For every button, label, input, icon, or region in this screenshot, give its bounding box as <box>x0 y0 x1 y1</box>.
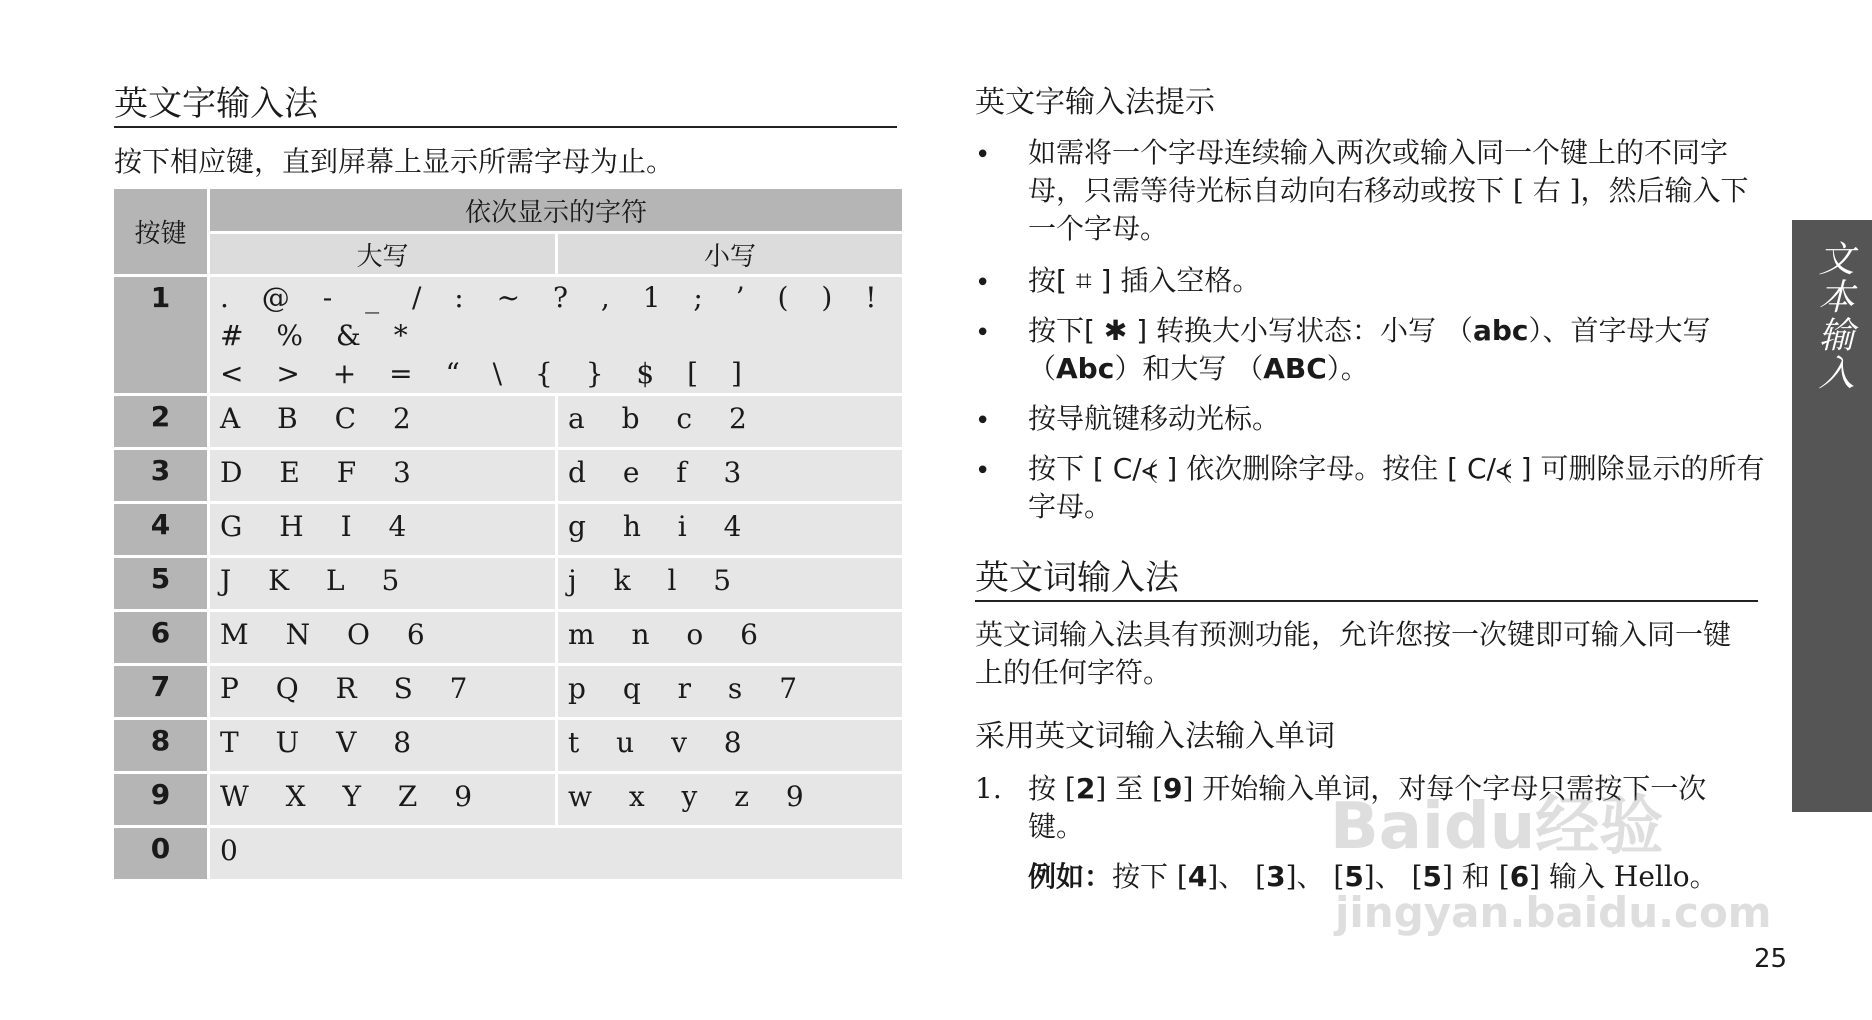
upper-cell: T U V 8 <box>210 720 555 771</box>
key-label: 4 <box>1187 860 1208 893</box>
key-label: 3 <box>1266 860 1286 893</box>
lower-cell: a b c 2 <box>558 396 902 447</box>
key-cell: 0 <box>114 828 207 879</box>
lower-cell: m n o 6 <box>558 612 902 663</box>
chars-line: < > + = “ \ { } $ [ ] <box>220 357 754 390</box>
table-row <box>114 774 902 825</box>
upper-cell: G H I 4 <box>210 504 555 555</box>
side-tab-label: 文本输入 <box>1813 240 1854 392</box>
table-row <box>114 504 902 555</box>
upper-cell: W X Y Z 9 <box>210 774 555 825</box>
key-cell: 5 <box>114 558 207 609</box>
character-table <box>111 186 905 882</box>
bullet: • <box>975 406 991 436</box>
chars-cell <box>210 277 902 393</box>
bullet: • <box>975 140 991 170</box>
text: ] 和 [ <box>1442 860 1510 893</box>
lower-cell: j k l 5 <box>558 558 902 609</box>
key-cell: 1 <box>114 277 207 393</box>
lower-cell: g h i 4 <box>558 504 902 555</box>
chars-cell: 0 <box>210 828 902 879</box>
key-label: 5 <box>1422 860 1443 893</box>
text: ）、首字母大写（ <box>1028 314 1711 385</box>
lower-cell: p q r s 7 <box>558 666 902 717</box>
bullet: • <box>975 456 991 486</box>
key-cell: 3 <box>114 450 207 501</box>
tip-case <box>1028 312 1768 388</box>
text: ]、 [ <box>1285 860 1345 893</box>
key-cell: 4 <box>114 504 207 555</box>
mode-initial-cap: Abc <box>1056 352 1115 385</box>
header-uppercase: 大写 <box>210 234 555 274</box>
text: 转换大小写状态：小写 （ <box>1147 314 1473 347</box>
text: ]、 [ <box>1207 860 1267 893</box>
tip-space <box>1028 262 1768 300</box>
text: ]、 [ <box>1363 860 1423 893</box>
upper-cell: P Q R S 7 <box>210 666 555 717</box>
hash-key-icon: [ ⌗ ] <box>1056 264 1112 297</box>
star-key-icon: [ ✱ ] <box>1084 314 1148 347</box>
example-label: 例如： <box>1028 860 1113 893</box>
tip-repeat-letter: 如需将一个字母连续输入两次或输入同一个键上的不同字母，只需等待光标自动向右移动或按下 [ 右 ]，然后输入下一个字母。 <box>1028 136 1749 245</box>
table-row <box>114 612 902 663</box>
key-cell: 2 <box>114 396 207 447</box>
page-number: 25 <box>1754 944 1788 974</box>
upper-cell: A B C 2 <box>210 396 555 447</box>
upper-cell: M N O 6 <box>210 612 555 663</box>
text: ] 至 [ <box>1095 772 1163 805</box>
lower-cell: d e f 3 <box>558 450 902 501</box>
key-label: 6 <box>1509 860 1530 893</box>
tip-delete <box>1028 450 1768 526</box>
key-label: 2 <box>1075 772 1096 805</box>
table-row <box>114 277 902 393</box>
mode-upper: ABC <box>1263 352 1327 385</box>
key-label: 5 <box>1344 860 1364 893</box>
table-row <box>114 396 902 447</box>
section-title-english-word-input: 英文词输入法 <box>975 558 1179 598</box>
section-intro: 按下相应键，直到屏幕上显示所需字母为止。 <box>114 145 675 178</box>
title-underline <box>975 600 1758 602</box>
text: 按 [ <box>1028 772 1076 805</box>
bullet: • <box>975 318 991 348</box>
text: ）。 <box>1326 352 1369 385</box>
text: 依次删除字母。按住 <box>1177 452 1448 485</box>
text: ] 开始输入单词，对每个字母只需按下一次键。 <box>1028 772 1707 843</box>
header-key: 按键 <box>114 189 207 274</box>
text: 按下 <box>1028 452 1093 485</box>
upper-cell: D E F 3 <box>210 450 555 501</box>
clear-key-icon: [ C/⦓ ] <box>1092 452 1178 485</box>
upper-cell: J K L 5 <box>210 558 555 609</box>
text: 按 <box>1028 264 1057 297</box>
lower-cell: t u v 8 <box>558 720 902 771</box>
table-row <box>114 666 902 717</box>
step-number: 1. <box>975 772 1002 805</box>
title-underline <box>114 126 897 128</box>
key-cell: 8 <box>114 720 207 771</box>
table-row <box>114 720 902 771</box>
subsection-title: 采用英文词输入法输入单词 <box>975 719 1335 754</box>
chars-line: . @ - _ / : ~ ? , 1 ; ’ ( ) ! # % & * <box>220 281 889 352</box>
word-intro: 英文词输入法具有预测功能，允许您按一次键即可输入同一键上的任何字符。 <box>975 618 1732 689</box>
watermark-url: jingyan.baidu.com <box>1335 888 1772 937</box>
header-lowercase: 小写 <box>558 234 902 274</box>
tips-title: 英文字输入法提示 <box>975 85 1215 120</box>
table-row <box>114 558 902 609</box>
bullet: • <box>975 268 991 298</box>
text: 插入空格。 <box>1111 264 1261 297</box>
key-label: 9 <box>1162 772 1183 805</box>
table-row <box>114 828 902 879</box>
text: 可删除显示的所有字母。 <box>1028 452 1765 523</box>
tip-navigate: 按导航键移动光标。 <box>1028 402 1281 435</box>
key-cell: 9 <box>114 774 207 825</box>
text: 按下 <box>1028 314 1085 347</box>
text: ）和大写 （ <box>1114 352 1264 385</box>
lower-cell: w x y z 9 <box>558 774 902 825</box>
text: ] 输入 Hello。 <box>1529 860 1718 893</box>
table-row <box>114 450 902 501</box>
header-chars-shown: 依次显示的字符 <box>210 189 902 231</box>
mode-lower: abc <box>1472 314 1529 347</box>
clear-key-icon: [ C/⦓ ] <box>1447 452 1532 485</box>
section-title-english-char-input: 英文字输入法 <box>114 84 318 124</box>
key-cell: 7 <box>114 666 207 717</box>
key-cell: 6 <box>114 612 207 663</box>
text: 按下 [ <box>1112 860 1188 893</box>
watermark-logo: Baidu经验 <box>1330 790 1664 864</box>
